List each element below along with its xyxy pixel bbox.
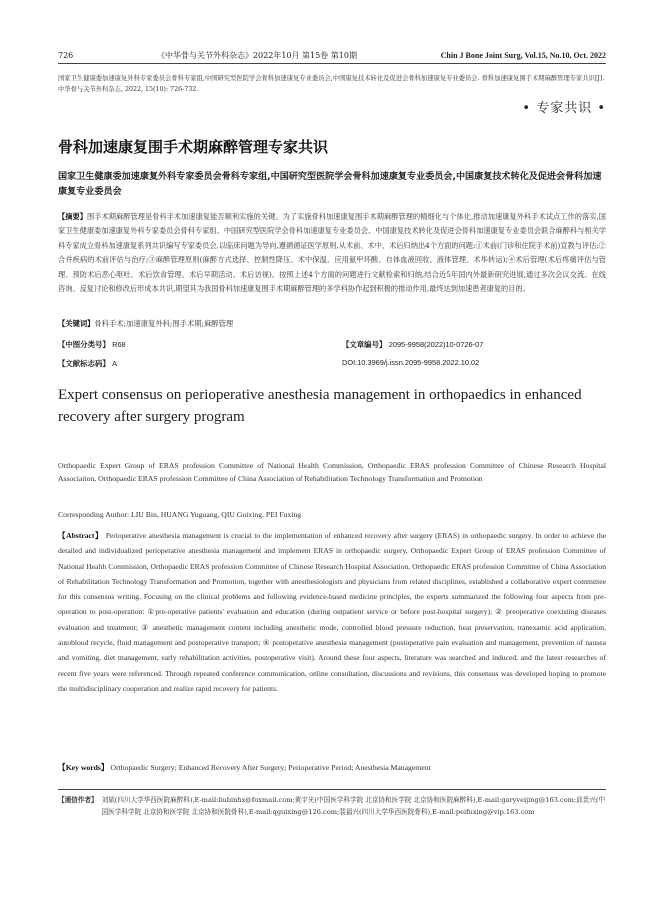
document-code (58, 358, 342, 369)
keywords-zh-label: 【关键词】 (58, 319, 95, 328)
footnote-text: 刘斌(四川大学华西医院麻醉科),E-mail:liubinhx@foxmail.com;黄宇光(中国医学科学院 北京协和医学院 北京协和医院麻醉科),E-mail:garyveijing@163.com;邱贵兴(中国医学科学院 北京协和医学院 北京协和医院骨科),E-mail:qguixing@126.com;裴福兴(四川大学华西医院骨科),E-mail:peifuxing@vip.163.com (101, 796, 606, 816)
abstract-en-label: 【Abstract】 (58, 531, 104, 540)
corresponding-author: Corresponding Author: LIU Bin, HUANG Yuguang, QIU Guixing, PEI Fuxing (58, 510, 302, 519)
abstract-zh-text: 围手术期麻醉管理是骨科手术加速康复能否顺利实施的关键。为了实施骨科加速康复围手术期麻醉管理的精细化与个体化,推动加速康复外科手术试点工作的落实,国家卫生健康委加速康复外科专家委员会骨科专家组、中国研究型医院学会骨科加速康复专业委员会、中国康复技术转化及促进会骨科加速康复专业委员会联合麻醉科与相关学科专家成立骨科加速康复系列共识编写专家委员会,以临床问题为导向,遵循循证医学原则,从术前、术中、术后归纳出4个方面的问题:①术前(门诊和住院手术前)宣教与评估;②合并疾病的术前评估与治疗;③麻醉管理原则(麻醉方式选择、控制性降压、术中保温、应用氨甲环酸、自体血液回收、液体管理、术毕转运);④术后管理(术后疼痛评估与管理、预防术后恶心呕吐、术后饮食管理、术后早期活动、术后访视)。按照上述4个方面的问题进行文献检索和归纳,结合近5年国内外最新研究进展,通过多次会议交流、在线咨询、反复讨论和修改后形成本共识,期望其为我国骨科加速康复围手术期麻醉管理的多学科协作起到积极的推动作用,最终达到加速患者康复的目的。 (58, 212, 606, 294)
clc-number (58, 339, 342, 350)
abstract-en-text: Perioperative anesthesia management is crucial to the implementation of enhanced recovery after surgery (ERAS) in orthopaedic surgery. In order to achieve the detailed and individualized perioperative anesthesia management and implement ERAS in orthopaedic surgery, Orthopaedic Expert Group of ERAS profession Committee of National Health Commission, Orthopaedic ERAS profession Committee of Chinese Research Hospital Association, Orthopaedic ERAS profession Committee of China Association of Rehabilitation Technology Transformation and Promotion, together with anesthesiologists and physicians from related disciplines, established a collaborative expert committee for this consensus writing. Focusing on the clinical problems and following evidence-based medicine principles, the experts summarized the following four aspects from pre-operation to post-operation: ①pre-operative patients' evaluation and education (during outpatient service or before post-hospital surgery); ② preoperative coexisting diseases evaluation and treatment; ③ anesthetic management content including anesthetic mode, controlled blood pressure reduction, heat preservation, tranexamic acid application, autoblood recycle, fluid management and postoperative transport; ④ postoperative anesthesia management (postoperative pain evaluation and management, prevention of nausea and vomiting, diet management, early rehabilitation activities, postoperative visit). Around these four aspects, literature was searched and induced, and the latest researches of recent five years were referenced. Through repeated conference communication, online consultation, discussions and revisions, this consensus was developed hoping to promote the multidisciplinary cooperation and realize rapid recovery for patients. (58, 531, 606, 693)
section-tag: • 专家共识 • (522, 101, 606, 116)
keywords-en-text: Orthopaedic Surgery; Enhanced Recovery After Surgery; Perioperative Period; Anesthesia Management (110, 763, 431, 772)
title-zh: 骨科加速康复围手术期麻醉管理专家共识 (58, 138, 329, 156)
footnote-label: 【通信作者】 (58, 796, 98, 804)
keywords-zh (58, 319, 606, 329)
journal-name-zh: 《中华骨与关节外科杂志》2022年10月 第15卷 第10期 (156, 51, 357, 60)
clc-label: 【中图分类号】 (58, 340, 110, 349)
document-code-label: 【文献标志码】 (58, 359, 110, 368)
page-number: 726 (58, 51, 74, 60)
keywords-zh-text: 骨科手术;加速康复外科;围手术期;麻醉管理 (94, 319, 234, 328)
article-meta (58, 339, 606, 369)
doi (342, 358, 606, 369)
authors-en: Orthopaedic Expert Group of ERAS profession Committee of National Health Commission, Orthopaedic ERAS profession Committee of Chinese Research Hospital Association, Orthopaedic ERAS profession Committee of China Association of Rehabilitation Technology Transformation and Promotion (58, 461, 606, 483)
keywords-en (58, 762, 606, 773)
article-number (342, 339, 606, 350)
document-code-value: A (112, 359, 118, 368)
footer-divider (58, 789, 606, 790)
article-number-value: 2095-9958(2022)10-0726-07 (388, 340, 484, 349)
header-divider (58, 63, 606, 64)
running-header (58, 50, 606, 61)
abstract-en (58, 528, 606, 696)
journal-name-en: Chin J Bone Joint Surg, Vol.15, No.10, Oct. 2022 (440, 51, 606, 60)
title-en: Expert consensus on perioperative anesthesia management in orthopaedics in enhanced recovery after surgery program (58, 387, 582, 425)
footnote-corresponding (58, 795, 606, 818)
abstract-zh-label: 【摘要】 (58, 212, 87, 221)
doi-value: DOI:10.3969/j.issn.2095-9958.2022.10.02 (342, 358, 480, 367)
abstract-zh (58, 210, 606, 296)
clc-value: R68 (112, 340, 126, 349)
authors-zh: 国家卫生健康委加速康复外科专家委员会骨科专家组,中国研究型医院学会骨科加速康复专业委员会,中国康复技术转化及促进会骨科加速康复专业委员会 (58, 172, 602, 197)
keywords-en-label: 【Key words】 (58, 763, 109, 772)
article-number-label: 【文章编号】 (342, 340, 387, 349)
citation: 国家卫生健康委加速康复外科专家委员会骨科专家组,中国研究型医院学会骨科加速康复专业委员会,中国康复技术转化及促进会骨科加速康复专业委员会. 骨科加速康复围手术期麻醉管理专家共识[J]. 中华骨与关节外科杂志, 2022, 15(10): 726-732. (58, 75, 605, 93)
